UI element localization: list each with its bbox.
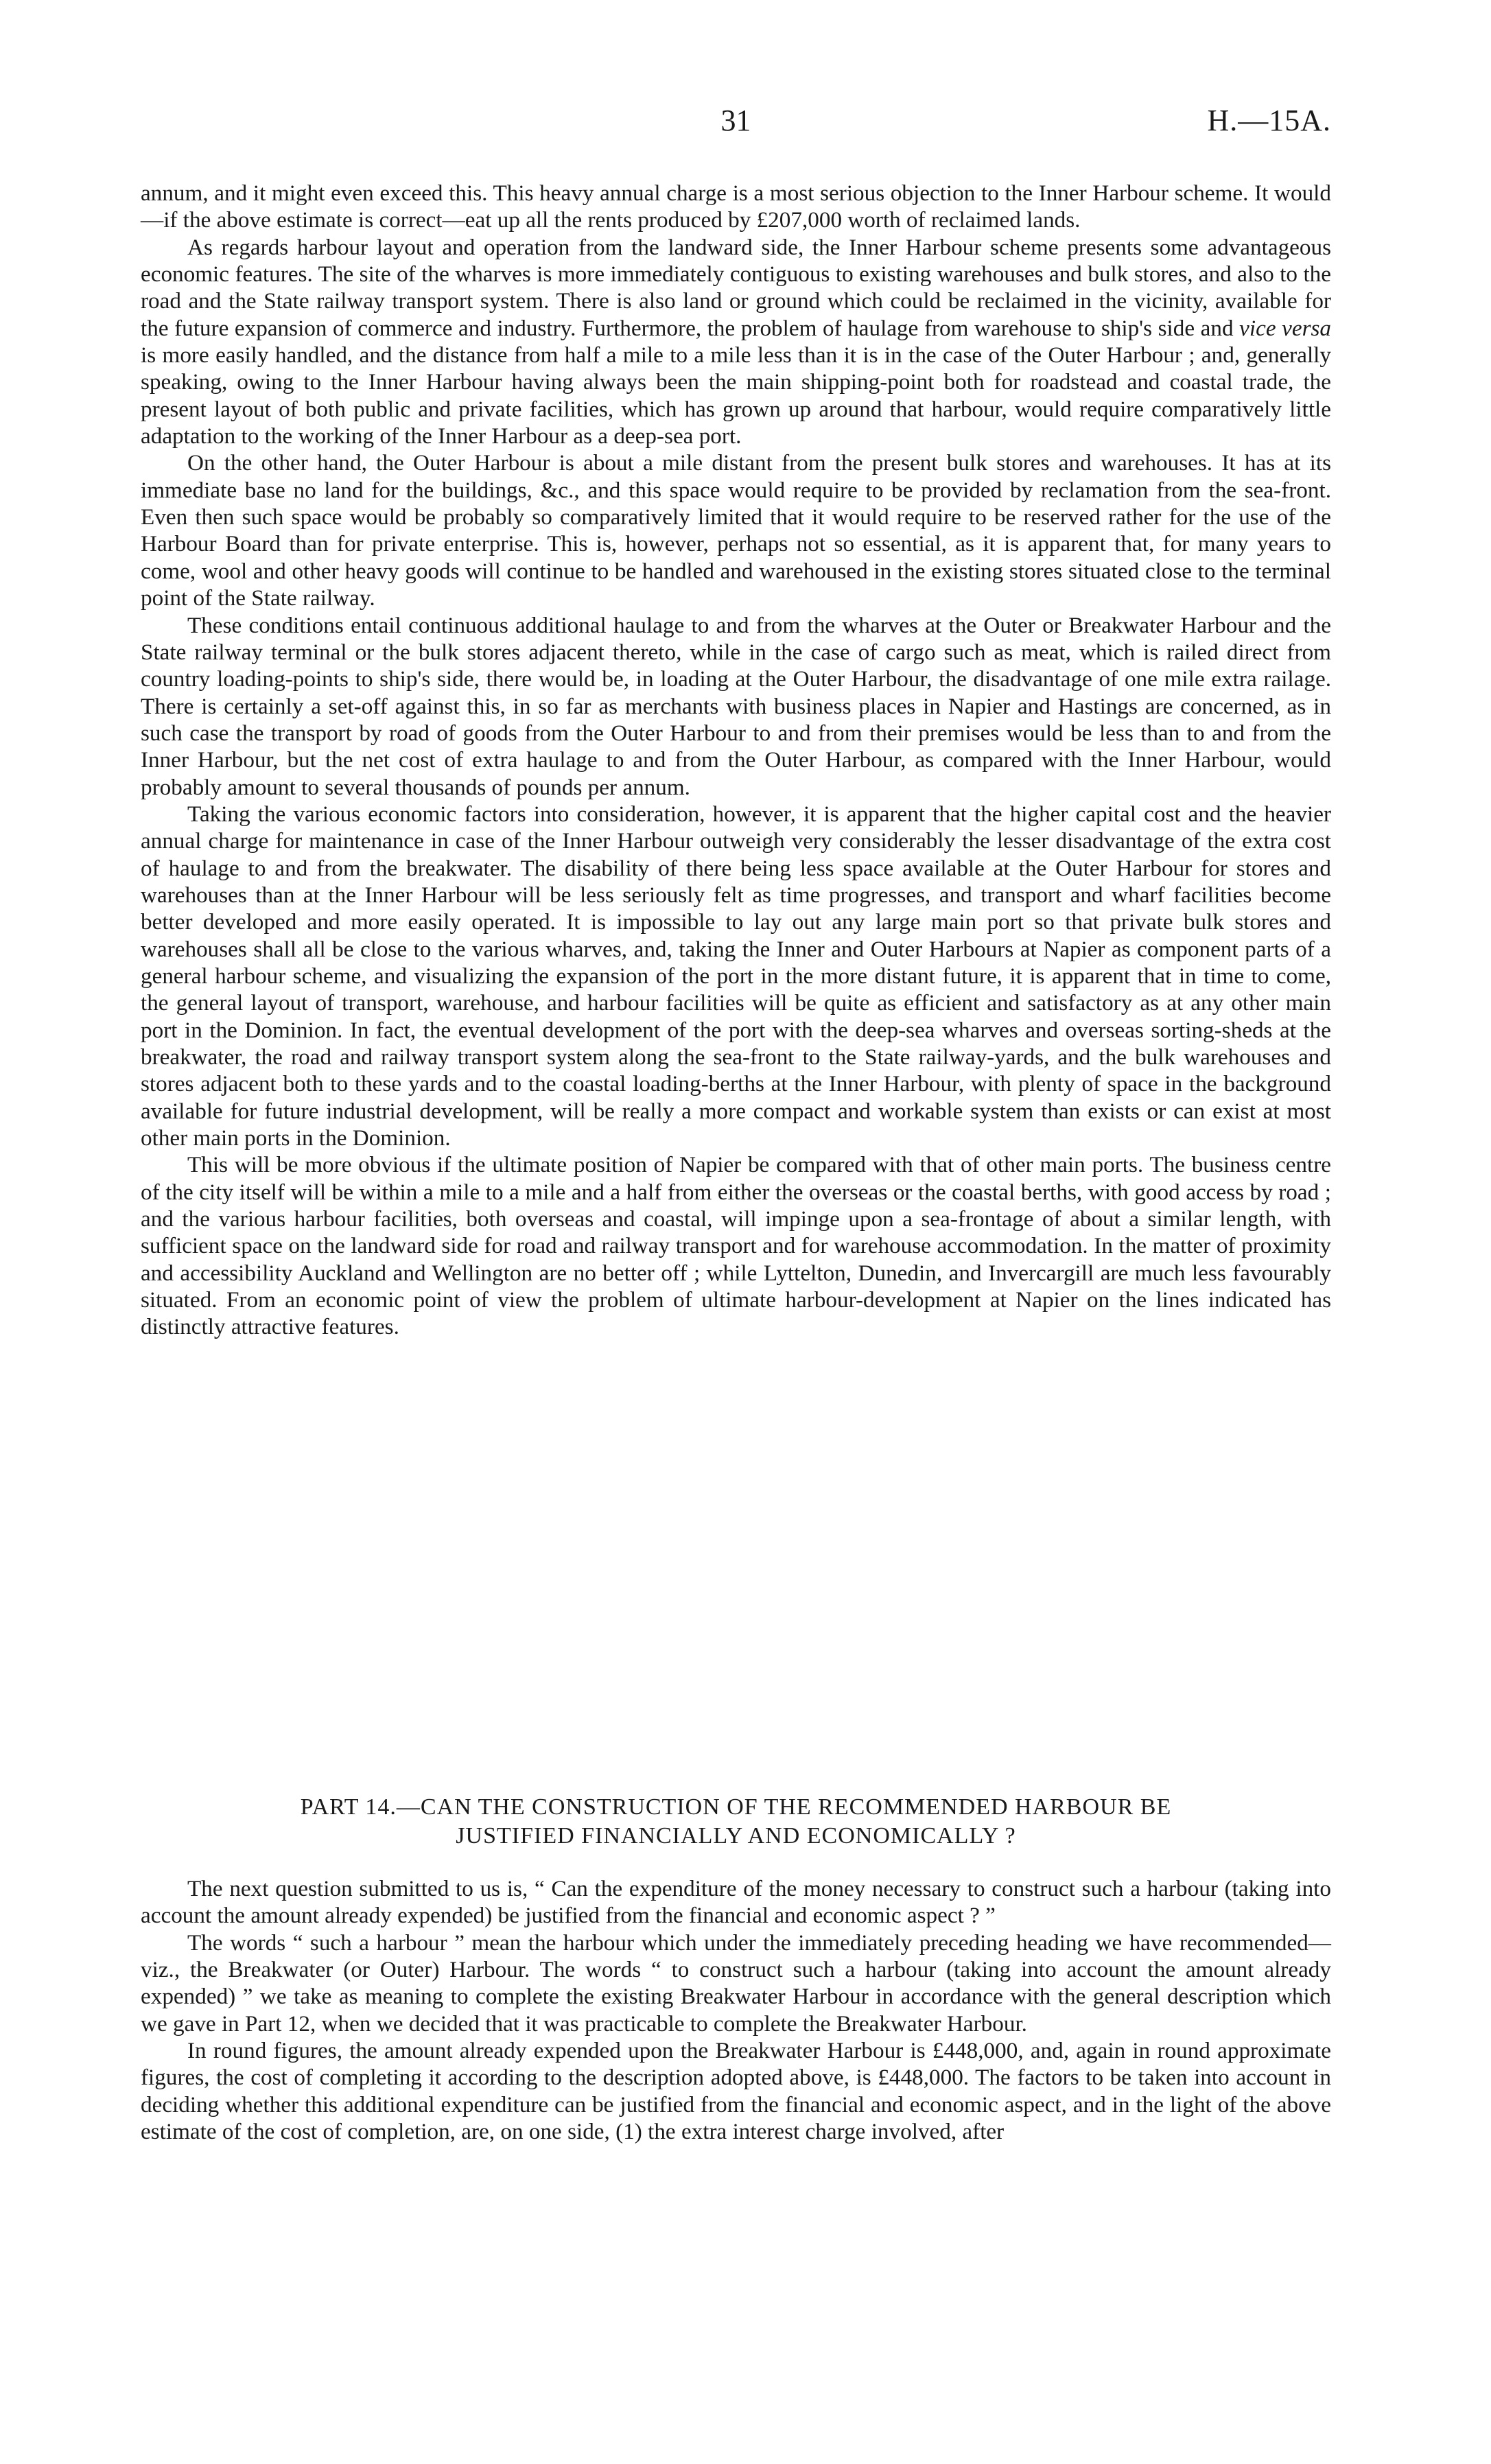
- paragraph-outer-harbour-distance: On the other hand, the Outer Harbour is about a mile distant from the present bulk stores and warehouses. It has at its immediate base no land for the buildings, &c., and this space would require to be provided by reclamation from the sea-front. Even then such space would be probably so comparatively limited that it would require to be reserved rather for the use of the Harbour Board than for private enterprise. This is, however, perhaps not so essential, as it is apparent that, for many years to come, wool and other heavy goods will continue to be handled and warehoused in the existing stores situated close to the terminal point of the State railway.: [141, 450, 1331, 611]
- paragraph-text: As regards harbour layout and operation from the landward side, the Inner Harbour scheme presents some advantageous economic features. The site of the wharves is more immediately contiguous to existing warehouses and bulk stores, and also to the road and the State railway transport system. There is also land or ground which could be reclaimed in the vicinity, available for the future expansion of commerce and industry. Furthermore, the problem of haulage from warehouse to ship's side and: [141, 234, 1331, 341]
- heading-line: JUSTIFIED FINANCIALLY AND ECONOMICALLY ?: [456, 1823, 1016, 1849]
- document-reference: H.—15A.: [1207, 104, 1331, 137]
- paragraph-round-figures: In round figures, the amount already expended upon the Breakwater Harbour is £448,000, and, again in round approximate figures, the cost of completing it according to the description adopted above, is £448,000. The factors to be taken into account in deciding whether this additional expenditure can be justified from the financial and economic aspect, and in the light of the above estimate of the cost of completion, are, on one side, (1) the extra interest charge involved, after: [141, 2038, 1331, 2145]
- page-number: 31: [720, 104, 751, 137]
- paragraph-continued: annum, and it might even exceed this. This heavy annual charge is a most serious objection to the Inner Harbour scheme. It would—if the above estimate is correct—eat up all the rents produced by £207,000 worth of reclaimed lands.: [141, 180, 1331, 233]
- heading-line: PART 14.—CAN THE CONSTRUCTION OF THE RECOMMENDED HARBOUR BE: [300, 1794, 1172, 1820]
- paragraph-haulage-conditions: These conditions entail continuous additional haulage to and from the wharves at the Outer or Breakwater Harbour and the State railway terminal or the bulk stores adjacent thereto, while in the case of cargo such as meat, which is railed direct from country loading-points to ship's side, there would be, in loading at the Outer Harbour, the disadvantage of one mile extra railage. There is certainly a set-off against this, in so far as merchants with business places in Napier and Hastings are concerned, as in such case the transport by road of goods from the Outer Harbour to and from their premises would be less than to and from the Inner Harbour, but the net cost of extra haulage to and from the Outer Harbour, as compared with the Inner Harbour, would probably amount to several thousands of pounds per annum.: [141, 612, 1331, 800]
- paragraph-such-a-harbour: The words “ such a harbour ” mean the harbour which under the immediately preceding heading we have recommended—viz., the Breakwater (or Outer) Harbour. The words “ to construct such a harbour (taking into account the amount already expended) ” we take as meaning to complete the existing Breakwater Harbour in accordance with the general description which we gave in Part 12, when we decided that it was practicable to complete the Breakwater Harbour.: [141, 1929, 1331, 2037]
- body-text-part-14: [141, 1875, 1331, 2145]
- page-header: [141, 103, 1331, 144]
- body-text-section-1: [141, 180, 1331, 1341]
- paragraph-question: The next question submitted to us is, “ Can the expenditure of the money necessary to construct such a harbour (taking into account the amount already expended) be justified from the financial and economic aspect ? ”: [141, 1876, 1331, 1929]
- paragraph-text: is more easily handled, and the distance from half a mile to a mile less than it is in the case of the Outer Harbour ; and, generally speaking, owing to the Inner Harbour having always been the main shipping-point both for roadstead and coastal trade, the present layout of both public and private facilities, which has grown up around that harbour, would require comparatively little adaptation to the working of the Inner Harbour as a deep-sea port.: [141, 342, 1331, 449]
- italic-phrase: vice versa: [1239, 315, 1331, 341]
- paragraph-inner-harbour-layout: [141, 234, 1331, 450]
- paragraph-napier-comparison: This will be more obvious if the ultimate position of Napier be compared with that of other main ports. The business centre of the city itself will be within a mile to a mile and a half from either the overseas or the coastal berths, with good access by road ; and the various harbour facilities, both overseas and coastal, will impinge upon a sea-frontage of about a similar length, with sufficient space on the landward side for road and railway transport and for warehouse accommodation. In the matter of proximity and accessibility Auckland and Wellington are no better off ; while Lyttelton, Dunedin, and Invercargill are much less favourably situated. From an economic point of view the problem of ultimate harbour-development at Napier on the lines indicated has distinctly attractive features.: [141, 1152, 1331, 1340]
- part-14-heading: [141, 1793, 1331, 1851]
- paragraph-economic-factors: Taking the various economic factors into consideration, however, it is apparent that the higher capital cost and the heavier annual charge for maintenance in case of the Inner Harbour outweigh very considerably the lesser disadvantage of the extra cost of haulage to and from the breakwater. The disability of there being less space available at the Outer Harbour for stores and warehouses than at the Inner Harbour will be less seriously felt as time progresses, and transport and wharf facilities become better developed and more easily operated. It is impossible to lay out any large main port so that private bulk stores and warehouses shall all be close to the various wharves, and, taking the Inner and Outer Harbours at Napier as component parts of a general harbour scheme, and visualizing the expansion of the port in the more distant future, it is apparent that in time to come, the general layout of transport, warehouse, and harbour facilities will be quite as efficient and satisfactory as at any other main port in the Dominion. In fact, the eventual development of the port with the deep-sea wharves and overseas sorting-sheds at the breakwater, the road and railway transport system along the sea-front to the State railway-yards, and the bulk warehouses and stores adjacent both to these yards and to the coastal loading-berths at the Inner Harbour, with plenty of space in the background available for future industrial development, will be really a more compact and workable system than exists or can exist at most other main ports in the Dominion.: [141, 801, 1331, 1151]
